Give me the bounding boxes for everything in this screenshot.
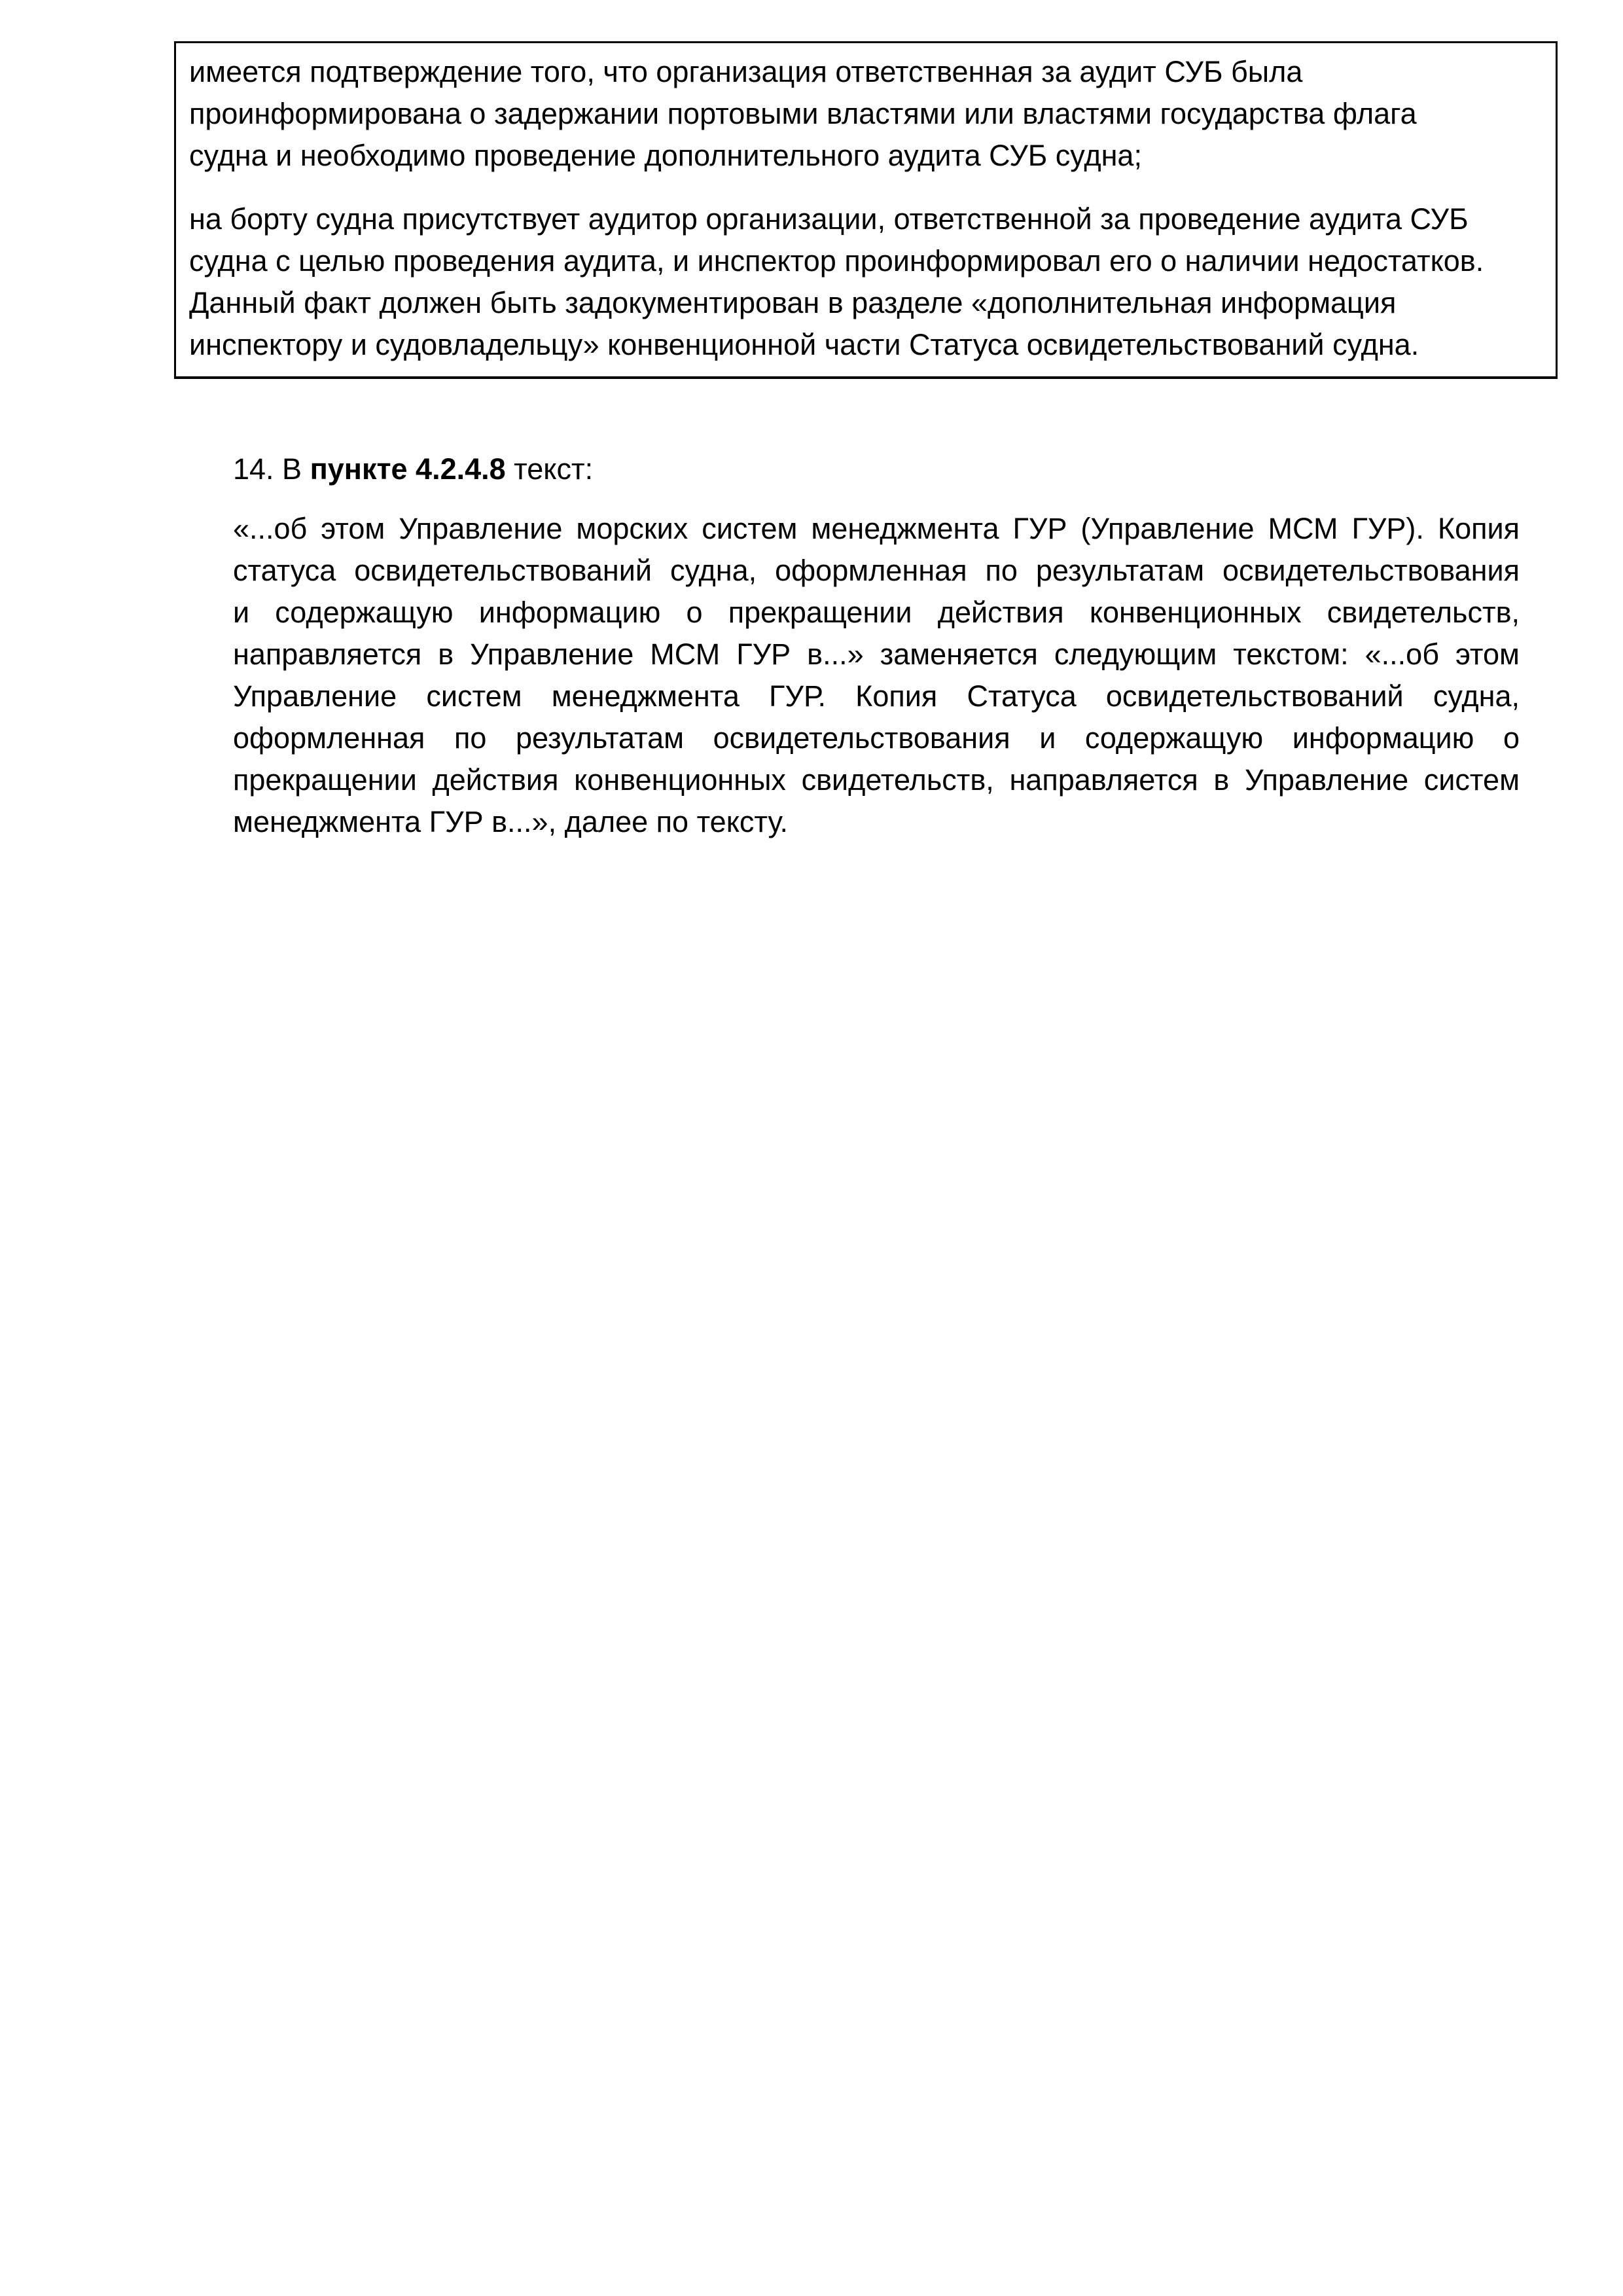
paragraph-line: менеджмента ГУР в...», далее по тексту. (233, 805, 789, 838)
paragraph-line: Управление систем менеджмента ГУР. Копия Статуса освидетельствований судна, (233, 679, 1520, 713)
box-line: Данный факт должен быть задокументирован в разделе «дополнительная информация (189, 286, 1397, 319)
box-line: на борту судна присутствует аудитор организации, ответственной за проведение аудита СУБ (189, 202, 1469, 236)
bordered-text-box (174, 41, 1558, 379)
box-line: инспектору и судовладельцу» конвенционной части Статуса освидетельствований судна. (189, 328, 1419, 361)
item-14-suffix: текст: (505, 452, 594, 486)
paragraph-line: оформленная по результатам освидетельствования и содержащую информацию о (233, 721, 1520, 755)
box-line: судна с целью проведения аудита, и инспектор проинформировал его о наличии недостатков. (189, 244, 1484, 278)
box-line: проинформирована о задержании портовыми властями или властями государства флага (189, 97, 1417, 130)
paragraph-line: и содержащую информацию о прекращении действия конвенционных свидетельств, (233, 596, 1520, 629)
paragraph-line: «...об этом Управление морских систем менеджмента ГУР (Управление МСМ ГУР). Копия (233, 512, 1520, 545)
box-line: имеется подтверждение того, что организация ответственная за аудит СУБ была (189, 55, 1303, 88)
item-14-heading (233, 448, 1520, 490)
item-14-prefix: 14. В (233, 452, 310, 486)
item-14-paragraph (233, 508, 1520, 843)
paragraph-line: статуса освидетельствований судна, оформленная по результатам освидетельствования (233, 554, 1520, 587)
box-line: судна и необходимо проведение дополнительного аудита СУБ судна; (189, 139, 1142, 172)
paragraph-line: направляется в Управление МСМ ГУР в...» заменяется следующим текстом: «...об этом (233, 637, 1520, 671)
item-14-clause: пункте 4.2.4.8 (310, 452, 506, 486)
paragraph-line: прекращении действия конвенционных свидетельств, направляется в Управление систем (233, 763, 1520, 797)
